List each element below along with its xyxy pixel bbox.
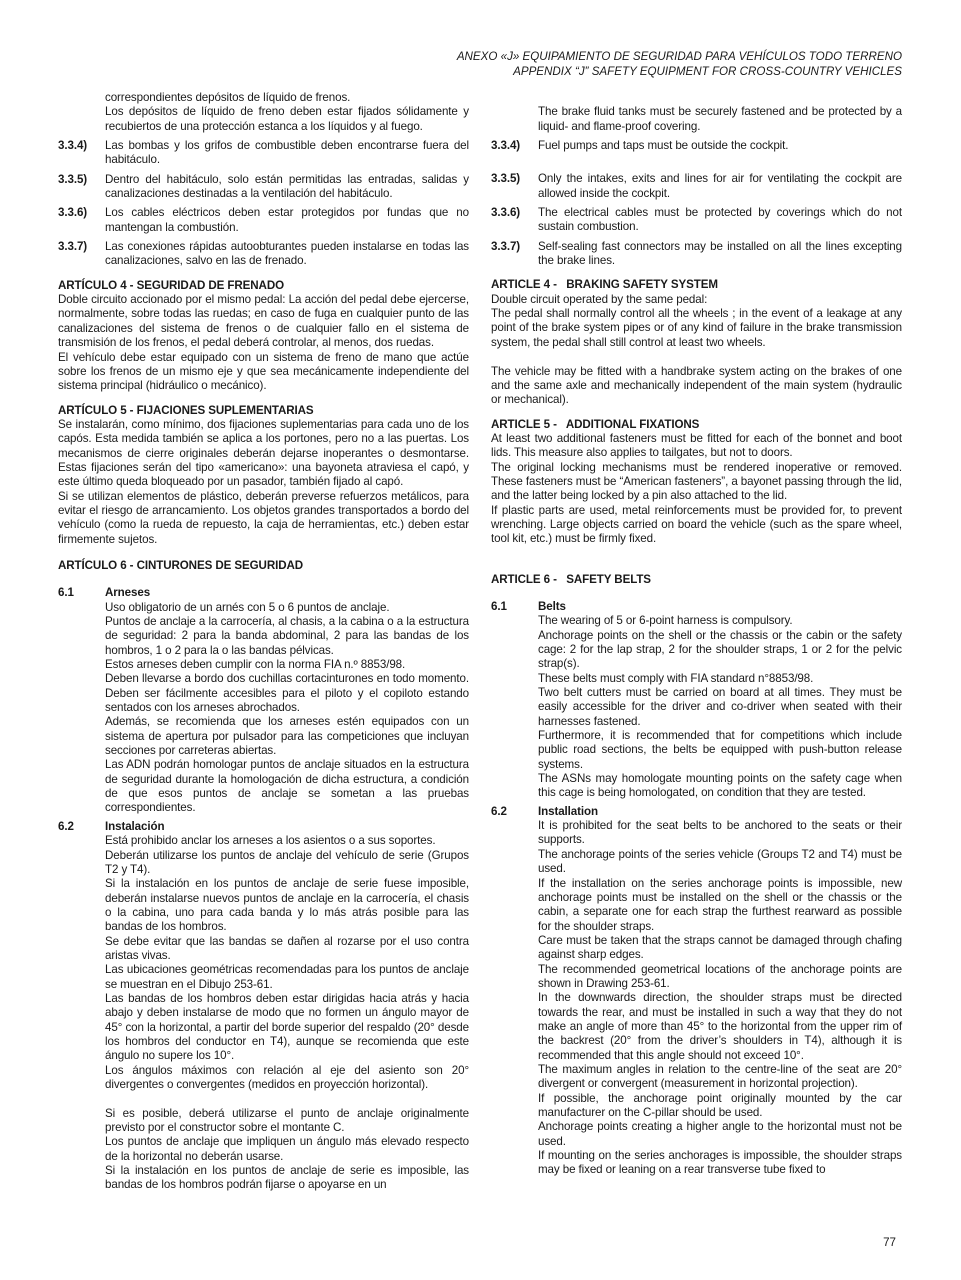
item-number: 3.3.4) (58, 139, 88, 153)
paragraph: Double circuit operated by the same pedal: (491, 292, 708, 306)
paragraph: Se debe evitar que las bandas se dañen al rozarse por el uso contra aristas vivas. (105, 934, 469, 962)
paragraph: Estos arneses deben cumplir con la norma FIA n.º 8853/98. (105, 658, 406, 672)
section-number: 6.1 (58, 586, 74, 600)
paragraph: In the downwards direction, the shoulder straps must be directed towards the rear, and must be installed in such a way that they do not make an angle of more than 45° to the horizontal from the upper rim of the backrest (20° from the driver’s shoulders in T4), although it is recommended that this angle should not exceed 10°. (538, 991, 902, 1062)
paragraph: Anchorage points creating a higher angle to the horizontal must not be used. (538, 1120, 902, 1148)
paragraph: Care must be taken that the straps cannot be damaged through chafing against sharp edges. (538, 933, 902, 962)
paragraph: Deberán utilizarse los puntos de anclaje del vehículo de serie (Grupos T2 y T4). (105, 848, 469, 876)
paragraph: Los ángulos máximos con relación al eje del asiento son 20° divergentes o convergentes (medidos en proyección horizontal). (105, 1063, 469, 1091)
item-text: The electrical cables must be protected by coverings which do not sustain combustion. (538, 206, 902, 234)
paragraph: Las ubicaciones geométricas recomendadas para los puntos de anclaje se muestran en el Dibujo 253-61. (105, 963, 469, 991)
item-number: 3.3.5) (58, 172, 88, 186)
paragraph: If possible, the anchorage point originally mounted by the car manufacturer on the C-pillar should be used. (538, 1091, 902, 1119)
section-number: 6.2 (58, 819, 74, 833)
item-text: Dentro del habitáculo, solo están permitidas las entradas, salidas y canalizaciones destinadas a la ventilación del habitáculo. (105, 172, 469, 201)
paragraph: Si es posible, deberá utilizarse el punto de anclaje originalmente previsto por el constructor sobre el montante C. (105, 1106, 469, 1135)
article-6-heading: ARTICLE 6 - SAFETY BELTS (491, 572, 651, 586)
paragraph: Two belt cutters must be carried on board at all times. They must be easily accessible for the driver and co-driver when seated with their harnesses fastened. (538, 686, 902, 728)
paragraph: Si la instalación en los puntos de anclaje de serie fuese imposible, deberán instalarse nuevos puntos de anclaje en la carrocería, el chasis o la cabina, uno para cada banda y lo más atrás posible para las bandas de los hombros. (105, 877, 469, 934)
spanish-column (58, 91, 469, 1193)
page-number: 77 (883, 1236, 896, 1249)
list-item (491, 240, 902, 269)
list-item (58, 139, 469, 168)
paragraph: Furthermore, it is recommended that for competitions which include public road sections, the belts be equipped with push-button release systems. (538, 729, 902, 771)
continuation-text: The brake fluid tanks must be securely fastened and be protected by a liquid- and flame-proof covering. (538, 105, 902, 133)
paragraph: Puntos de anclaje a la carrocería, al chasis, a la cabina o a la estructura de seguridad: 2 para la banda abdominal, 2 para las bandas de los hombros, 1 o 2 para la o las bandas pélvicas. (105, 615, 469, 657)
section-title: Instalación (105, 819, 165, 833)
paragraph: Si se utilizan elementos de plástico, deberán preverse refuerzos metálicos, para evitar el riesgo de arrancamiento. Los objetos grandes transportados a bordo del vehículo (como la rueda de repuesto, la caja de herramientas, etc.) deben estar firmemente sujetos. (58, 489, 469, 546)
item-text: Self-sealing fast connectors may be installed on all the lines excepting the brake lines. (538, 239, 902, 268)
item-text: Las bombas y los grifos de combustible deben encontrarse fuera del habitáculo. (105, 139, 469, 167)
article-5-heading: ARTÍCULO 5 - FIJACIONES SUPLEMENTARIAS (58, 403, 314, 417)
article-4-heading: ARTICLE 4 - BRAKING SAFETY SYSTEM (491, 278, 718, 292)
list-item (58, 173, 469, 202)
paragraph: Anchorage points on the shell or the chassis or the cabin or the safety cage: 2 for the lap strap, 2 for the shoulder straps, 1 or 2 for the pelvic strap(s). (538, 628, 902, 671)
section-number: 6.1 (491, 599, 507, 613)
paragraph: The original locking mechanisms must be rendered inoperative or removed. These fasteners must be “American fasteners”, a bayonet passing through the lid, and the latter being locked by a pin also attached to the lid. (491, 460, 902, 503)
section-title: Belts (538, 599, 566, 613)
item-text: Only the intakes, exits and lines for air for ventilating the cockpit are allowed inside the cockpit. (538, 172, 902, 200)
paragraph: Está prohibido anclar los arneses a los asientos o a sus soportes. (105, 834, 436, 848)
list-item (491, 172, 902, 201)
article-5-heading: ARTICLE 5 - ADDITIONAL FIXATIONS (491, 417, 700, 431)
section-title: Installation (538, 804, 598, 818)
paragraph: The pedal shall normally control all the wheels ; in the event of a leakage at any point of the brake system pipes or of any kind of failure in the brake transmission system, the pedal shall still control at least two wheels. (491, 307, 902, 349)
paragraph: The anchorage points of the series vehicle (Groups T2 and T4) must be used. (538, 847, 902, 876)
paragraph: It is prohibited for the seat belts to be anchored to the seats or their supports. (538, 819, 902, 847)
item-number: 3.3.6) (58, 206, 88, 220)
continuation-text: Los depósitos de líquido de freno deben estar fijados sólidamente y recubiertos de una protección estanca a los líquidos y al fuego. (105, 105, 469, 133)
paragraph: The ASNs may homologate mounting points on the safety cage when this cage is being homologated, on condition that they are tested. (538, 772, 902, 800)
item-number: 3.3.7) (491, 239, 521, 253)
paragraph: The wearing of 5 or 6-point harness is compulsory. (538, 614, 793, 628)
paragraph: Los puntos de anclaje que impliquen un ángulo más elevado respecto de la horizontal no deberán usarse. (105, 1135, 469, 1163)
header-title-en: APPENDIX “J” SAFETY EQUIPMENT FOR CROSS-COUNTRY VEHICLES (513, 65, 902, 78)
list-item (491, 139, 902, 153)
paragraph: El vehículo debe estar equipado con un sistema de freno de mano que actúe sobre los frenos de un mismo eje y que sea mecánicamente independiente del sistema principal (hidráulico o mecánico). (58, 350, 469, 393)
paragraph: Las ADN podrán homologar puntos de anclaje situados en la estructura de seguridad durante la homologación de dicha estructura, a condición de que esos puntos de anclaje se sometan a las pruebas correspondientes. (105, 758, 469, 815)
paragraph: If mounting on the series anchorages is impossible, the shoulder straps may be fixed or leaning on a rear transverse tube fixed to (538, 1149, 902, 1177)
item-text: Las conexiones rápidas autoobturantes pueden instalarse en todas las canalizaciones, salvo en las de frenado. (105, 240, 469, 268)
article-4-heading: ARTÍCULO 4 - SEGURIDAD DE FRENADO (58, 278, 285, 292)
paragraph: Si la instalación en los puntos de anclaje de serie es imposible, las bandas de los hombros podrán fijarse o apoyarse en un (105, 1164, 469, 1192)
header-title-es: ANEXO «J» EQUIPAMIENTO DE SEGURIDAD PARA VEHÍCULOS TODO TERRENO (456, 50, 902, 63)
continuation-text: correspondientes depósitos de líquido de frenos. (105, 91, 351, 104)
list-item (58, 206, 469, 235)
paragraph: Las bandas de los hombros deben estar dirigidas hacia atrás y hacia abajo y deben instalarse de modo que no formen un ángulo mayor de 45° con la horizontal, a partir del borde superior del respaldo (20° desde los hombros del conductor en T4), aunque se recomienda que este ángulo no supere los 10°. (105, 991, 469, 1063)
paragraph: Además, se recomienda que los arneses estén equipados con un sistema de apertura por pulsador para las competiciones que incluyan secciones por carreteras abiertas. (105, 715, 469, 758)
english-column (491, 91, 902, 1178)
paragraph: Se instalarán, como mínimo, dos fijaciones suplementarias para cada uno de los capós. Esta medida también se aplica a los portones, pero no a las puertas. Los mecanismos de cierre originales deberán dejarse inoperantes o desmontarse. Estas fijaciones serán del tipo «americano»: una bayoneta atraviesa el capó, y este último queda bloqueado por un pasador, también fijado al capó. (58, 417, 469, 489)
section-number: 6.2 (491, 804, 507, 818)
paragraph: These belts must comply with FIA standard n°8853/98. (538, 671, 814, 685)
item-text: Fuel pumps and taps must be outside the cockpit. (538, 139, 789, 153)
paragraph: The vehicle may be fitted with a handbrake system acting on the brakes of one and the same axle and mechanically independent of the main system (hydraulic or mechanical). (491, 364, 902, 407)
item-number: 3.3.5) (491, 172, 521, 186)
section-6-1 (58, 586, 469, 816)
list-item (58, 240, 469, 269)
item-number: 3.3.4) (491, 139, 521, 153)
section-title: Arneses (105, 586, 151, 600)
section-6-2 (58, 820, 469, 1193)
article-6-heading: ARTÍCULO 6 - CINTURONES DE SEGURIDAD (58, 558, 304, 572)
item-number: 3.3.7) (58, 240, 88, 254)
page-header (457, 49, 902, 79)
paragraph: At least two additional fasteners must be fitted for each of the bonnet and boot lids. This measure also applies to tailgates, but not to doors. (491, 431, 902, 460)
section-6-1 (491, 600, 902, 801)
section-6-2 (491, 805, 902, 1178)
paragraph: The recommended geometrical locations of the anchorage points are shown in Drawing 253-61. (538, 962, 902, 990)
paragraph: Deben llevarse a bordo dos cuchillas cortacinturones en todo momento. Deben ser fácilmente accesibles para el piloto y el copiloto estando sentados con los arneses abrochados. (105, 672, 469, 715)
paragraph: If the installation on the series anchorage points is impossible, new anchorage points must be installed on the shell or the chassis or the cabin, a separate one for each strap the furthest rearward as possible for the shoulder straps. (538, 876, 902, 933)
paragraph: Uso obligatorio de un arnés con 5 o 6 puntos de anclaje. (105, 600, 390, 614)
paragraph: Doble circuito accionado por el mismo pedal: La acción del pedal debe ejercerse, normalmente, sobre todas las ruedas; en caso de fuga en cualquier punto de las canalizaciones del sistema de frenos o de cualquier fallo en el sistema de transmisión de los frenos, el pedal deberá controlar, al menos, dos ruedas. (58, 293, 469, 350)
item-text: Los cables eléctricos deben estar protegidos por fundas que no mantengan la combustión. (105, 206, 469, 234)
paragraph: The maximum angles in relation to the centre-line of the seat are 20° divergent or convergent (measurement in horizontal projection). (538, 1062, 902, 1091)
item-number: 3.3.6) (491, 206, 521, 220)
paragraph: If plastic parts are used, metal reinforcements must be provided for, to prevent wrenching. Large objects carried on board the vehicle (such as the spare wheel, tool kit, etc.) must be firmly fixed. (491, 503, 902, 546)
list-item (491, 206, 902, 235)
